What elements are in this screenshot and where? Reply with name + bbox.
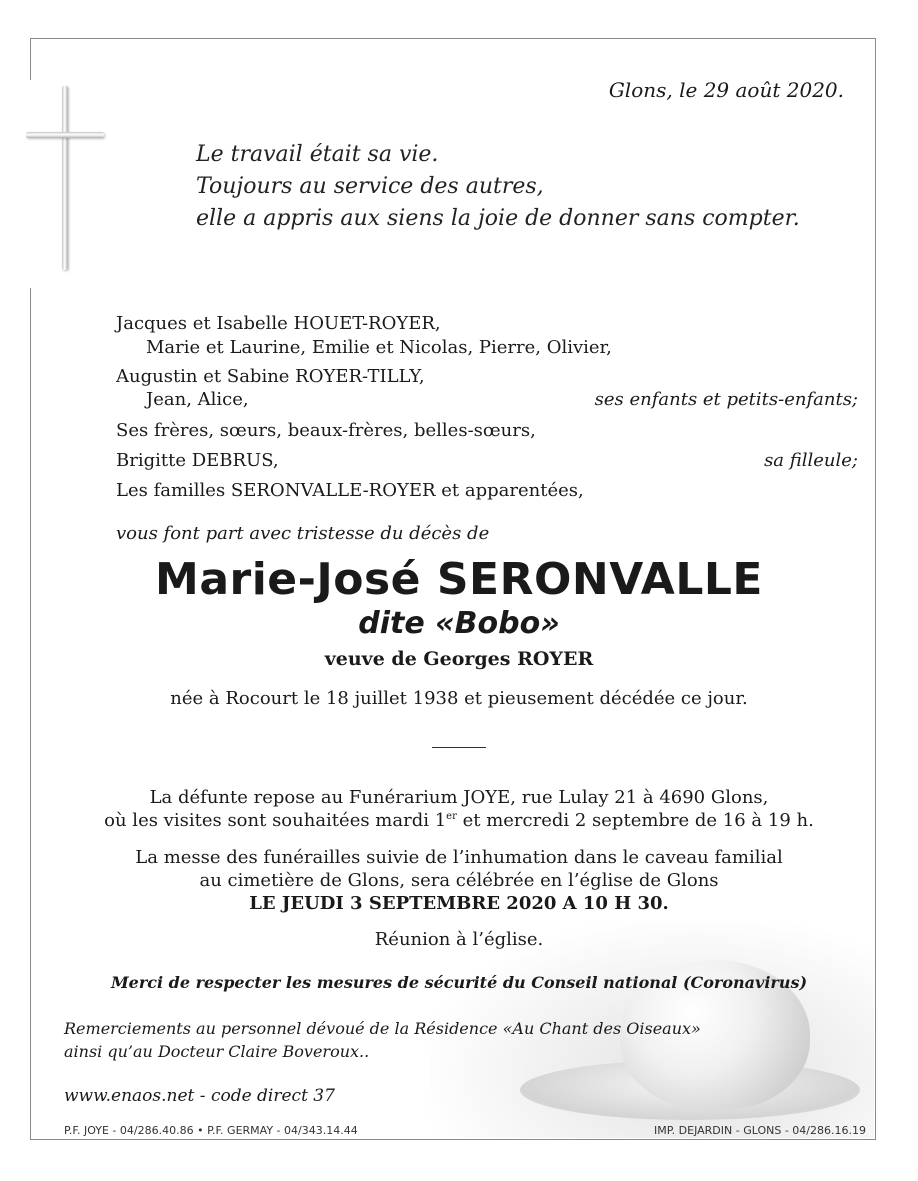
relation-goddaughter: sa filleule;: [764, 450, 858, 471]
family-line-6: Brigitte DEBRUS,: [116, 450, 279, 471]
thanks-line-1: Remerciements au personnel dévoué de la Résidence «Au Chant des Oiseaux»: [64, 1019, 701, 1038]
mass-line-1: La messe des funérailles suivie de l’inhumation dans le caveau familial: [135, 847, 783, 868]
family-line-4: Jean, Alice,: [146, 389, 249, 410]
rest-line-2-end: et mercredi 2 septembre de 16 à 19 h.: [456, 810, 814, 831]
family-line-3: Augustin et Sabine ROYER-TILLY,: [116, 366, 425, 387]
meeting-line: Réunion à l’église.: [374, 929, 544, 950]
family-line-1: Jacques et Isabelle HOUET-ROYER,: [116, 313, 441, 334]
mass-line-2: au cimetière de Glons, sera célébrée en l’église de Glons: [199, 870, 719, 891]
announcement-intro: vous font part avec tristesse du décès de: [116, 523, 490, 544]
quote-line-2: Toujours au service des autres,: [196, 174, 544, 199]
family-line-2: Marie et Laurine, Emilie et Nicolas, Pierre, Olivier,: [146, 337, 612, 358]
border-left-bottom: [30, 288, 31, 1140]
deceased-nickname: dite «Bobo»: [358, 606, 560, 641]
divider: [432, 747, 486, 748]
safety-notice: Merci de respecter les mesures de sécurité du Conseil national (Coronavirus): [110, 973, 808, 992]
birth-line: née à Rocourt le 18 juillet 1938 et pieusement décédée ce jour.: [170, 688, 748, 709]
date-line: Glons, le 29 août 2020.: [608, 78, 844, 102]
quote-line-3: elle a appris aux siens la joie de donner sans compter.: [196, 206, 800, 231]
widow-line: veuve de Georges ROYER: [324, 648, 594, 670]
border-left-top: [30, 38, 31, 80]
deceased-name: Marie-José SERONVALLE: [155, 554, 763, 605]
rest-line-2-sup: er: [446, 811, 457, 822]
footer-funeral-homes: P.F. JOYE - 04/286.40.86 • P.F. GERMAY - 04/343.14.44: [64, 1124, 358, 1137]
family-line-7: Les familles SERONVALLE-ROYER et apparentées,: [116, 480, 584, 501]
footer-printer: IMP. DEJARDIN - GLONS - 04/286.16.19: [654, 1124, 866, 1137]
thanks-line-2: ainsi qu’au Docteur Claire Boveroux..: [64, 1042, 370, 1061]
rest-line-2-start: où les visites sont souhaitées mardi 1: [104, 810, 447, 831]
cross-icon-bar: [26, 132, 104, 138]
website-link[interactable]: www.enaos.net - code direct 37: [64, 1086, 335, 1106]
quote-line-1: Le travail était sa vie.: [196, 142, 439, 167]
cross-icon: [62, 86, 68, 270]
rest-line-2: [0, 810, 918, 831]
mass-date: LE JEUDI 3 SEPTEMBRE 2020 A 10 H 30.: [249, 893, 669, 914]
family-line-5: Ses frères, sœurs, beaux-frères, belles-sœurs,: [116, 420, 536, 441]
rest-line-1: La défunte repose au Funérarium JOYE, rue Lulay 21 à 4690 Glons,: [149, 787, 769, 808]
relation-children: ses enfants et petits-enfants;: [594, 389, 858, 410]
